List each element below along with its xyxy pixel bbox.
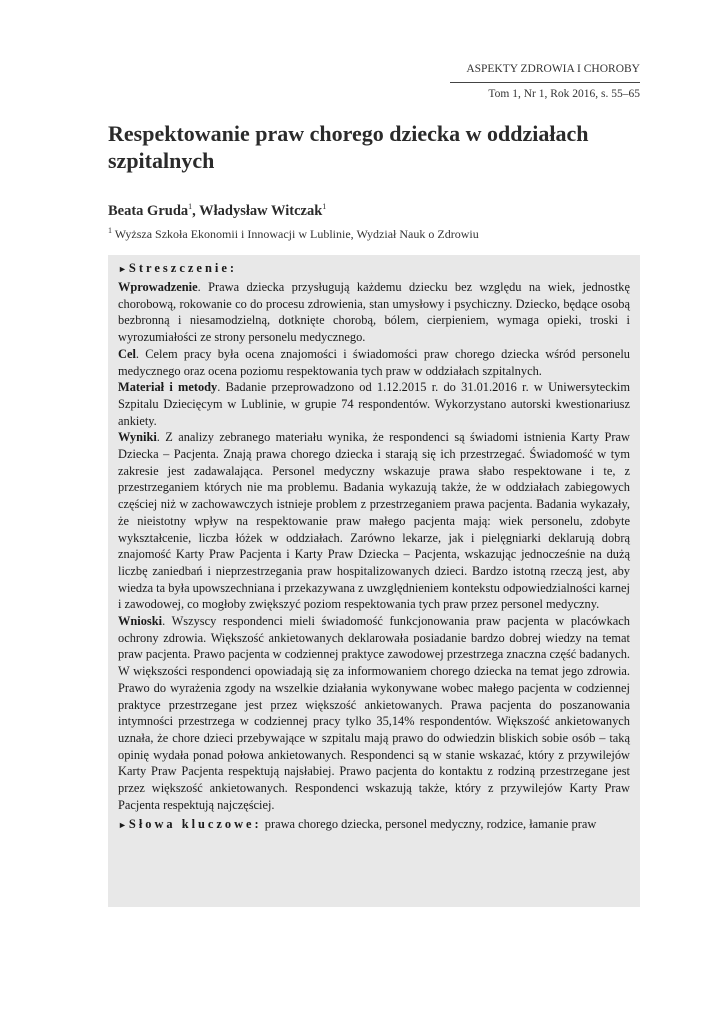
section-text: . Z analizy zebranego materiału wynika, że respondenci są świadomi istnienia Karty Praw Dziecka – Pacjenta. Znają prawa chorego dziecka i starają się ich przestrzegać. Świadomość w tym zakresie jest zadawalająca. Personel medyczny wskazuje prawa słabo respektowane i te, z przestrzeganiem których nie ma problemu. Badania wykazują także, że w oddziałach zabiegowych częściej niż w zachowawczych istnieje problem z przestrzeganiem prawa pacjenta. Badania wykazały, że nieistotny wpływ na respektowanie praw małego pacjenta mają: wiek personelu, zdobyte wykształcenie, liczba łóżek w oddziałach. Zarówno lekarze, jak i pielęgniarki deklarują dobrą znajomość Karty Praw Pacjenta i Karty Praw Dziecka – Pacjenta, wskazując jednocześnie na dużą liczbę zaniedbań i nieprzestrzegania praw hospitalizowanych dzieci. Bardzo istotną rzeczą jest, aby wiedza ta była upowszechniana i przekazywana z uwzględnieniem kontekstu odpowiedzialności karnej i zawodowej, co mogłoby zwiększyć poziom respektowania tych praw przez personel medyczny.: [118, 430, 630, 612]
journal-name: ASPEKTY ZDROWIA I CHOROBY: [450, 60, 640, 83]
author-separator: ,: [192, 202, 200, 219]
section-label: Wnioski: [118, 614, 163, 629]
abstract-section-conclusions: [118, 613, 630, 813]
abstract-section-results: [118, 429, 630, 613]
abstract-box: [108, 255, 640, 907]
journal-volume: Tom 1, Nr 1, Rok 2016, s. 55–65: [488, 88, 640, 100]
keywords-label: Słowa kluczowe:: [128, 816, 262, 831]
section-text: . Prawa dziecka przysługują każdemu dziecku bez względu na wiek, jednostkę chorobową, rokowanie co do procesu zdrowienia, stan umysłowy i psychiczny. Dziecko, będące osobą bezbronną i niesamodzielną, dotknięte chorobą, bólem, cierpieniem, wymaga opieki, troski i wyrozumiałości ze strony personelu medycznego.: [118, 280, 630, 345]
triangle-icon: ►: [118, 819, 127, 830]
author-name: Beata Gruda: [108, 202, 189, 219]
abstract-section-aim: [118, 346, 630, 379]
affiliation: [108, 226, 479, 242]
article-title: Respektowanie praw chorego dziecka w oddziałach szpitalnych: [108, 121, 589, 173]
section-text: . Celem pracy była ocena znajomości i świadomości praw chorego dziecka wśród personelu medycznego oraz ocena poziomu respektowania tych praw w oddziałach szpitalnych.: [118, 346, 630, 378]
abstract-heading: [118, 261, 630, 276]
section-text: . Badanie przeprowadzono od 1.12.2015 r. do 31.01.2016 r. w Uniwersyteckim Szpitalu Dziecięcym w Lublinie, w grupie 74 respondentów. Wykorzystano autorski kwestionariusz ankiety.: [118, 380, 630, 428]
journal-header: [450, 60, 640, 103]
abstract-section-introduction: [118, 279, 630, 346]
abstract-section-methods: [118, 379, 630, 429]
keywords: [118, 816, 630, 834]
affiliation-text: Wyższa Szkoła Ekonomii i Innowacji w Lublinie, Wydział Nauk o Zdrowiu: [112, 227, 479, 241]
author-list: [108, 202, 326, 220]
author-affiliation-mark: 1: [322, 202, 327, 211]
section-label: Cel: [118, 346, 136, 361]
keywords-text: prawa chorego dziecka, personel medyczny, rodzice, łamanie praw: [261, 816, 597, 831]
section-text: . Wszyscy respondenci mieli świadomość funkcjonowania praw pacjenta w placówkach ochrony zdrowia. Większość ankietowanych deklarowała posiadanie bardzo dobrej wiedzy na temat praw pacjenta. Prawo pacjenta w codziennej praktyce zawodowej przestrzega znaczna część badanych. W większości respondenci opowiadają się za informowaniem chorego dziecka na temat jego zdrowia. Prawo do wyrażenia zgody na wszelkie działania wykonywane wobec małego pacjenta w codziennej praktyce przestrzegane jest przez większość ankietowanych. Prawa pacjenta do poszanowania intymności przestrzega w codziennej pracy tylko 35,14% respondentów. Większość ankietowanych uznała, że chore dzieci przebywające w szpitalu mają prawo do odwiedzin bliskich sobie osób – taką opinię wydała ponad połowa ankietowanych. Respondenci są w stanie wskazać, który z przywilejów Karty Praw Pacjenta respektują najsłabiej. Prawo pacjenta do kontaktu z rodziną przestrzegane jest przez większość ankietowanych. Respondenci wskazują także, który z przywilejów Karty Praw Pacjenta respektują najczęściej.: [118, 614, 630, 812]
triangle-icon: ►: [118, 264, 127, 274]
section-label: Materiał i metody: [118, 380, 218, 395]
abstract-heading-text: Streszczenie:: [128, 261, 238, 275]
section-label: Wprowadzenie: [118, 280, 198, 294]
author-affiliation-mark: 1: [188, 202, 193, 211]
affiliation-mark: 1: [108, 226, 112, 235]
author-name: Władysław Witczak: [199, 202, 323, 219]
section-label: Wyniki: [118, 430, 157, 445]
